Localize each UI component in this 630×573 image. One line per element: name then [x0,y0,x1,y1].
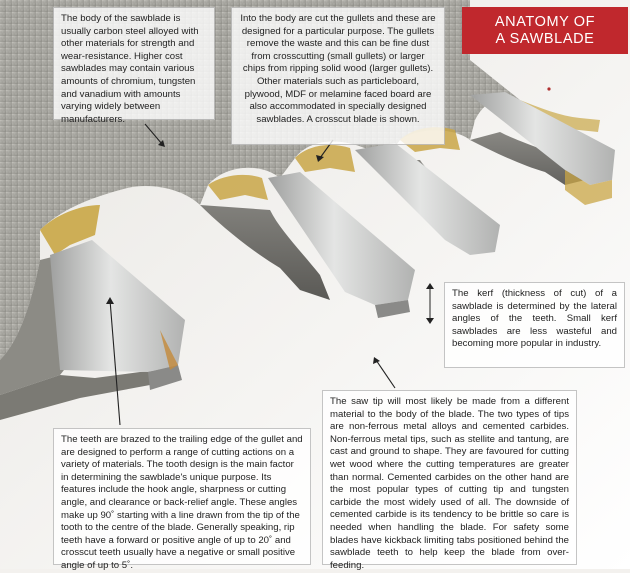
callout-saw-tip [322,390,577,571]
infographic-title [462,7,628,54]
callout-gullets-text: Into the body are cut the gullets and these are designed for a particular purpose. The gullets remove the waste and this can be fine dust from crosscutting (small gullets) or larger chips from ripping solid wood (larger gullets). Other materials such as particleboard, plywood, MDF or melamine faced board are also accommodated in specially designed sawblades. A crosscut blade is shown. [240,13,436,125]
callout-saw-tip-text: The saw tip will most likely be made from a different material to the body of the blade. The two types of tips are non-ferrous metal alloys and cemented carbides. Non-ferrous metal tips, such as stellite and tantung, are cast and ground to shape. They are favoured for cutting wet wood where the cutting temperatures are greater than normal. Cemented carbides on the other hand are the most popular types of cutting tip and tungsten carbide the most widely used of all. The downside of cemented carbide is its tendency to be brittle so care is needed when handling the blade. For safety some blades have kickback limiting tabs positioned behind the sawblade teeth to help keep the blade from over-feeding. [330,396,569,571]
callout-teeth-text: The teeth are brazed to the trailing edge of the gullet and are designed to perform a range of cutting actions on a variety of materials. The tooth design is the main factor in determining the sawblade's unique purpose. Its features include the hook angle, sharpness or cutting angle, and clearance or back-relief angle. These angles make up 90˚ starting with a line drawn from the tip of the tooth to the centre of the blade. Generally speaking, rip teeth have a forward or positive angle of up to 20˚ and crosscut teeth usually have a negative or small positive angle of up to 5˚. [61,434,303,571]
callout-gullets [231,7,445,145]
title-line-2: A SAWBLADE [495,31,595,47]
title-line-1: ANATOMY OF [494,14,596,30]
callout-blade-body [53,7,215,125]
callout-kerf-text: The kerf (thickness of cut) of a sawblade is determined by the lateral angles of the teeth. Small kerf sawblades are less wasteful and becoming more popular in industry. [452,288,617,350]
callout-blade-body-text: The body of the sawblade is usually carbon steel alloyed with other materials for strength and wear-resistance. Higher cost sawblades may contain various amounts of chromium, tungsten and vanadium with amounts varying widely between manufacturers. [61,13,199,125]
callout-teeth [53,428,311,571]
callout-kerf [444,282,625,368]
